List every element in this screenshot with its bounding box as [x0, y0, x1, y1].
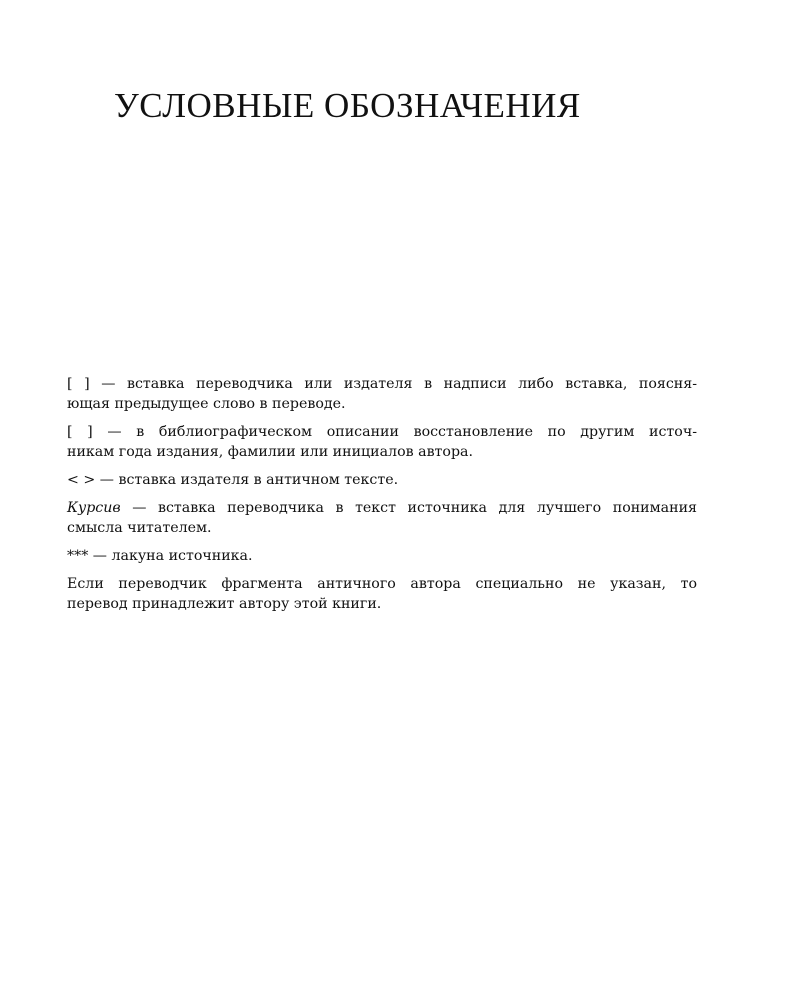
legend-item-angle-brackets: [67, 470, 697, 490]
legend-item-lacuna: [67, 546, 697, 566]
legend-line: ющая предыдущее слово в переводе.: [67, 396, 346, 412]
legend-line: смысла читателем.: [67, 520, 212, 536]
legend-item-italic: [67, 498, 697, 538]
legend-line: Если переводчик фрагмента античного автора специально не указан, то: [67, 576, 697, 592]
legend-line: перевод принадлежит автору этой книги.: [67, 596, 382, 612]
legend-line: [ ] — вставка переводчика или издателя в надписи либо вставка, поясня-: [67, 376, 697, 392]
legend-line: [67, 498, 697, 518]
legend-line: никам года издания, фамилии или инициалов автора.: [67, 444, 473, 460]
legend-line: *** — лакуна источника.: [67, 548, 253, 564]
page-title: УСЛОВНЫЕ ОБОЗНАЧЕНИЯ: [114, 86, 581, 125]
legend-line-text: — вставка переводчика в текст источника для лучшего понимания: [120, 500, 697, 516]
legend-list: [67, 374, 697, 622]
legend-item-translator-note: [67, 574, 697, 614]
legend-item-square-brackets-translator: [67, 374, 697, 414]
legend-item-square-brackets-bibliography: [67, 422, 697, 462]
legend-line: < > — вставка издателя в античном тексте.: [67, 472, 399, 488]
legend-line: [ ] — в библиографическом описании восстановление по другим источ-: [67, 424, 697, 440]
italic-term: Курсив: [67, 500, 121, 516]
